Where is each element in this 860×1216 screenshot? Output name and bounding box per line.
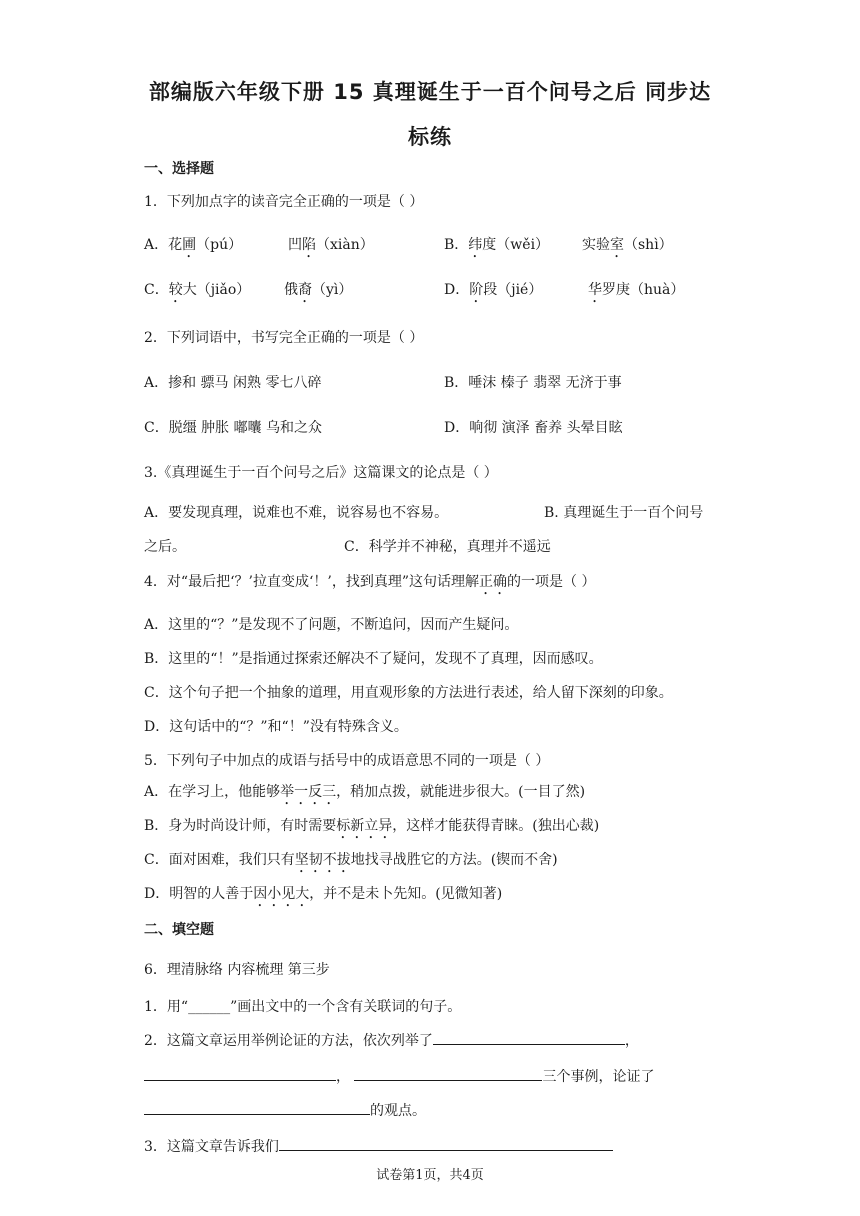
q4-option-b: B．这里的“！”是指通过探索还解决不了疑问，发现不了真理，因而感叹。 (144, 651, 603, 667)
answer-blank-1[interactable] (433, 1030, 625, 1045)
q1-option-a: A．花圃（pú） (144, 237, 243, 253)
question-6-stem: 6．理清脉络 内容梳理 第三步 (144, 962, 330, 978)
question-2-stem: 2．下列词语中，书写完全正确的一项是（ ） (144, 330, 424, 346)
q1-option-d: D．阶段（jié） (444, 282, 543, 298)
q5-option-d: D．明智的人善于因小见大，并不是未卜先知。(见微知著) (144, 886, 503, 902)
q1-option-b-word2: 实验室（shì） (582, 237, 673, 253)
q6-item-3: 3．这篇文章告诉我们 (144, 1136, 613, 1156)
q2-option-b: B．唾沫 榛子 翡翠 无济于事 (444, 375, 622, 391)
answer-blank-3[interactable] (354, 1066, 542, 1081)
q4-option-d: D．这句话中的“？”和“！”没有特殊含义。 (144, 719, 408, 735)
question-5-stem: 5．下列句子中加点的成语与括号中的成语意思不同的一项是（ ） (144, 753, 550, 769)
q4-option-a: A．这里的“？”是发现不了问题，不断追问，因而产生疑问。 (144, 617, 519, 633)
page-title-line2: 标练 (408, 125, 452, 149)
q1-option-c: C．较大（jiǎo） (144, 282, 251, 298)
q5-option-c: C．面对困难，我们只有坚韧不拔地找寻战胜它的方法。(锲而不舍) (144, 852, 558, 868)
q5-option-b: B．身为时尚设计师，有时需要标新立异，这样才能获得青睐。(独出心裁) (144, 818, 600, 834)
answer-blank-2[interactable] (144, 1066, 336, 1081)
q2-option-c: C．脱缰 肿胀 嘟囔 乌和之众 (144, 420, 323, 436)
page-footer: 试卷第1页，共4页 (376, 1168, 484, 1183)
q2-option-d: D．响彻 演泽 畜养 头晕目眩 (444, 420, 623, 436)
q1-option-b: B．纬度（wěi） (444, 237, 550, 253)
question-4-stem: 4．对“最后把‘？’拉直变成‘！’，找到真理”这句话理解正确的一项是（ ） (144, 574, 596, 590)
q3-option-a: A．要发现真理，说难也不难，说容易也不容易。 (144, 505, 449, 521)
q3-option-b-cont: 之后。 (144, 539, 186, 555)
q2-option-a: A．掺和 骠马 闲熟 零七八碎 (144, 375, 322, 391)
q6-item-2: 2．这篇文章运用举例论证的方法，依次列举了 ， (144, 1030, 639, 1050)
q3-option-c: C．科学并不神秘，真理并不遥远 (344, 539, 551, 555)
q4-option-c: C．这个句子把一个抽象的道理，用直观形象的方法进行表述，给人留下深刻的印象。 (144, 685, 673, 701)
q1-option-a-word2: 凹陷（xiàn） (288, 237, 374, 253)
q3-option-b: B. 真理诞生于一百个问号 (544, 505, 704, 521)
section-heading-fill: 二、填空题 (144, 922, 214, 938)
answer-blank-5[interactable] (279, 1136, 613, 1151)
q6-item-2-cont: ， 三个事例，论证了 (144, 1066, 654, 1086)
page-title-line1: 部编版六年级下册 15 真理诞生于一百个问号之后 同步达 (148, 80, 712, 104)
q6-item-1: 1．用“______”画出文中的一个含有关联词的句子。 (144, 999, 462, 1015)
q1-option-c-word2: 俄裔（yì） (284, 282, 353, 298)
q5-option-a: A．在学习上，他能够举一反三，稍加点拨，就能进步很大。(一目了然) (144, 784, 586, 800)
question-3-stem: 3.《真理诞生于一百个问号之后》这篇课文的论点是（ ） (144, 465, 498, 481)
q1-option-d-word2: 华罗庚（huà） (588, 282, 685, 298)
question-1-stem: 1．下列加点字的读音完全正确的一项是（ ） (144, 194, 424, 210)
section-heading-choice: 一、选择题 (144, 161, 214, 177)
answer-blank-4[interactable] (144, 1100, 370, 1115)
q6-item-2-end: 的观点。 (144, 1100, 426, 1120)
